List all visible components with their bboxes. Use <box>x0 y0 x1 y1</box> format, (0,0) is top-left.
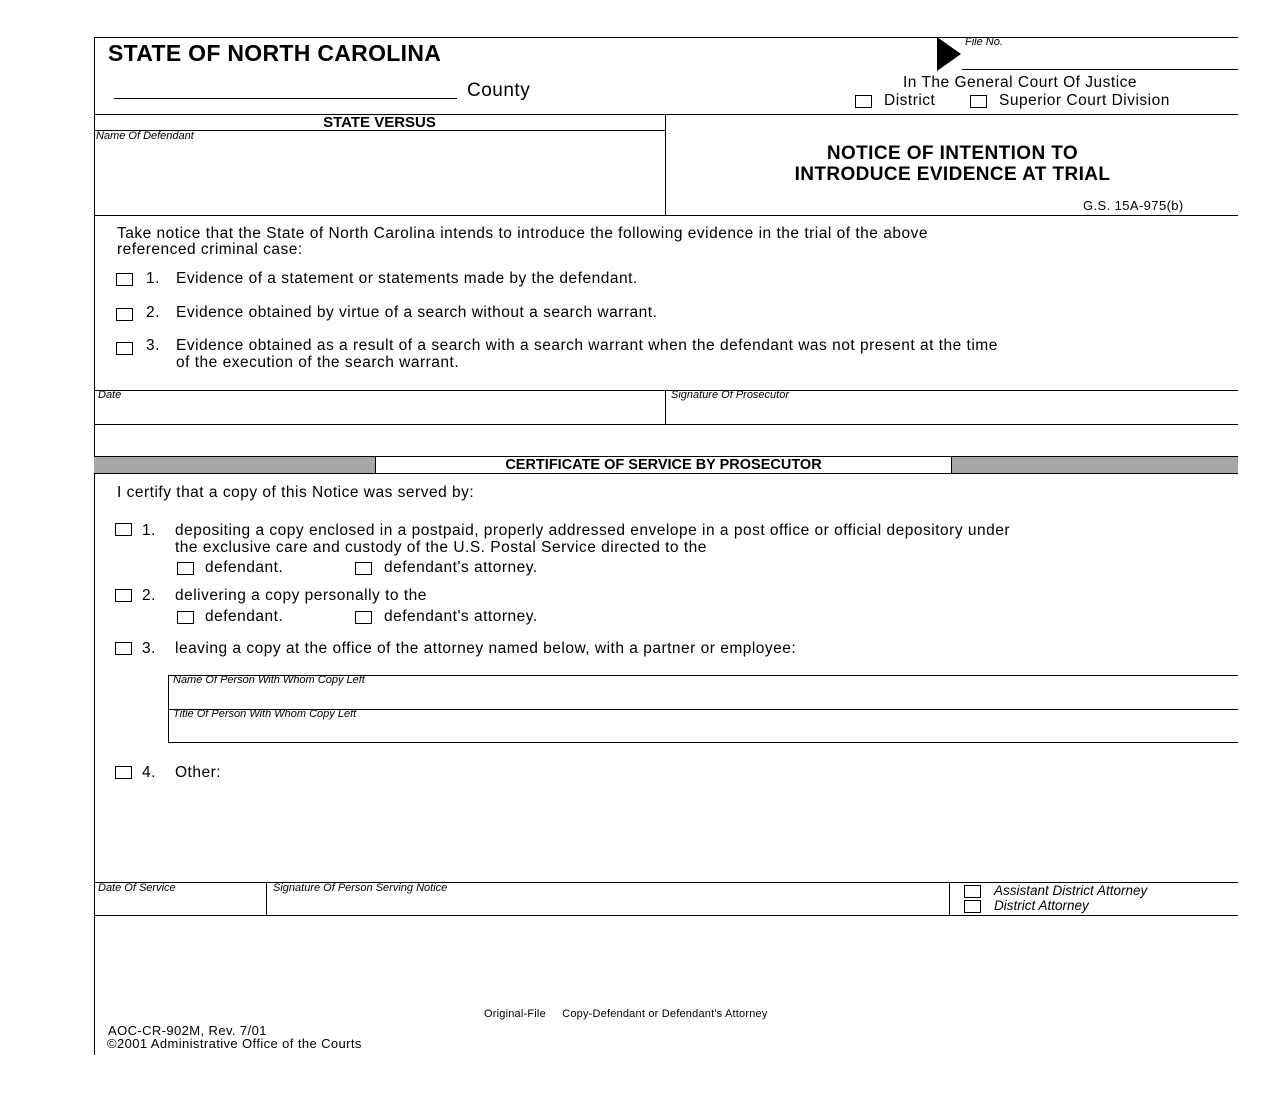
defendant-name-field[interactable] <box>96 146 662 210</box>
evidence-item-1-text: Evidence of a statement or statements made by the defendant. <box>176 270 638 287</box>
certificate-intro: I certify that a copy of this Notice was served by: <box>117 484 475 501</box>
evidence-item-2-num: 2. <box>146 304 160 321</box>
notice-title-line2: INTRODUCE EVIDENCE AT TRIAL <box>794 164 1111 185</box>
evidence-statement-checkbox[interactable] <box>116 273 133 286</box>
prosecutor-signature-field[interactable] <box>668 403 1236 422</box>
district-label: District <box>884 92 936 109</box>
service-mail-checkbox[interactable] <box>115 523 132 536</box>
service-item-4-text: Other: <box>175 764 222 781</box>
notice-intro-line1: Take notice that the State of North Carolina intends to introduce the following evidence in the trial of the above <box>117 225 928 242</box>
notice-intro-line2: referenced criminal case: <box>117 241 303 258</box>
county-line <box>114 98 457 99</box>
person-title-label: Title Of Person With Whom Copy Left <box>173 708 357 720</box>
evidence-item-3-text: Evidence obtained as a result of a search with a search warrant when the defendant was not present at the time <box>176 337 998 354</box>
evidence-no-warrant-checkbox[interactable] <box>116 308 133 321</box>
superior-court-checkbox[interactable] <box>970 95 987 108</box>
date-of-service-label: Date Of Service <box>98 882 176 894</box>
person-name-field[interactable] <box>171 689 1235 707</box>
file-no-label: File No. <box>965 36 1003 48</box>
serving-signature-label: Signature Of Person Serving Notice <box>273 882 448 894</box>
prosecutor-signature-label: Signature Of Prosecutor <box>671 389 790 401</box>
service-item-3-text: leaving a copy at the office of the attorney named below, with a partner or employee: <box>175 640 797 657</box>
assistant-da-label: Assistant District Attorney <box>994 883 1148 898</box>
evidence-item-2-text: Evidence obtained by virtue of a search without a search warrant. <box>176 304 658 321</box>
evidence-item-3-num: 3. <box>146 337 160 354</box>
evidence-warrant-checkbox[interactable] <box>116 342 133 355</box>
service-personal-checkbox[interactable] <box>115 589 132 602</box>
service-item-4-num: 4. <box>142 764 156 781</box>
service-office-checkbox[interactable] <box>115 642 132 655</box>
form-id: AOC-CR-902M, Rev. 7/01 <box>108 1023 267 1038</box>
mail-attorney-checkbox[interactable] <box>355 562 372 575</box>
evidence-item-3-text-cont: of the execution of the search warrant. <box>176 354 460 371</box>
date-of-service-field[interactable] <box>96 897 264 913</box>
district-attorney-checkbox[interactable] <box>964 900 981 913</box>
service-item-2-num: 2. <box>142 587 156 604</box>
defendant-name-label: Name Of Defendant <box>96 130 194 142</box>
certificate-heading: CERTIFICATE OF SERVICE BY PROSECUTOR <box>375 456 952 474</box>
evidence-item-1-num: 1. <box>146 270 160 287</box>
personal-attorney-label: defendant's attorney. <box>384 608 538 625</box>
state-versus-heading: STATE VERSUS <box>323 114 436 131</box>
county-field[interactable] <box>114 80 457 98</box>
person-title-field[interactable] <box>171 723 1235 740</box>
service-item-1-num: 1. <box>142 522 156 539</box>
personal-defendant-checkbox[interactable] <box>177 611 194 624</box>
superior-court-label: Superior Court Division <box>999 92 1170 109</box>
personal-attorney-checkbox[interactable] <box>355 611 372 624</box>
court-title: In The General Court Of Justice <box>903 74 1138 91</box>
service-other-checkbox[interactable] <box>115 766 132 779</box>
notice-title-line1: NOTICE OF INTENTION TO <box>826 143 1079 164</box>
state-title: STATE OF NORTH CAROLINA <box>108 40 442 66</box>
date-label: Date <box>98 389 122 401</box>
service-item-3-num: 3. <box>142 640 156 657</box>
other-details-field[interactable] <box>240 764 1235 874</box>
mail-attorney-label: defendant's attorney. <box>384 559 538 576</box>
assistant-da-checkbox[interactable] <box>964 885 981 898</box>
file-no-field[interactable] <box>962 50 1238 68</box>
service-item-1-line1: depositing a copy enclosed in a postpaid, properly addressed envelope in a post office or official depository under <box>175 522 1011 539</box>
distribution-note: Original-File Copy-Defendant or Defendant's Attorney <box>484 1008 768 1020</box>
copyright: ©2001 Administrative Office of the Courts <box>107 1036 362 1051</box>
serving-signature-field[interactable] <box>269 897 946 913</box>
service-item-2-text: delivering a copy personally to the <box>175 587 427 604</box>
statute-reference: G.S. 15A-975(b) <box>1083 198 1184 213</box>
mail-defendant-checkbox[interactable] <box>177 562 194 575</box>
person-name-label: Name Of Person With Whom Copy Left <box>173 674 365 686</box>
service-item-1-line2: the exclusive care and custody of the U.S. Postal Service directed to the <box>175 539 707 556</box>
date-field[interactable] <box>96 403 662 422</box>
mail-defendant-label: defendant. <box>205 559 284 576</box>
district-attorney-label: District Attorney <box>994 898 1089 913</box>
personal-defendant-label: defendant. <box>205 608 284 625</box>
county-label: County <box>467 80 531 101</box>
file-arrow-icon <box>937 37 961 71</box>
district-checkbox[interactable] <box>855 95 872 108</box>
